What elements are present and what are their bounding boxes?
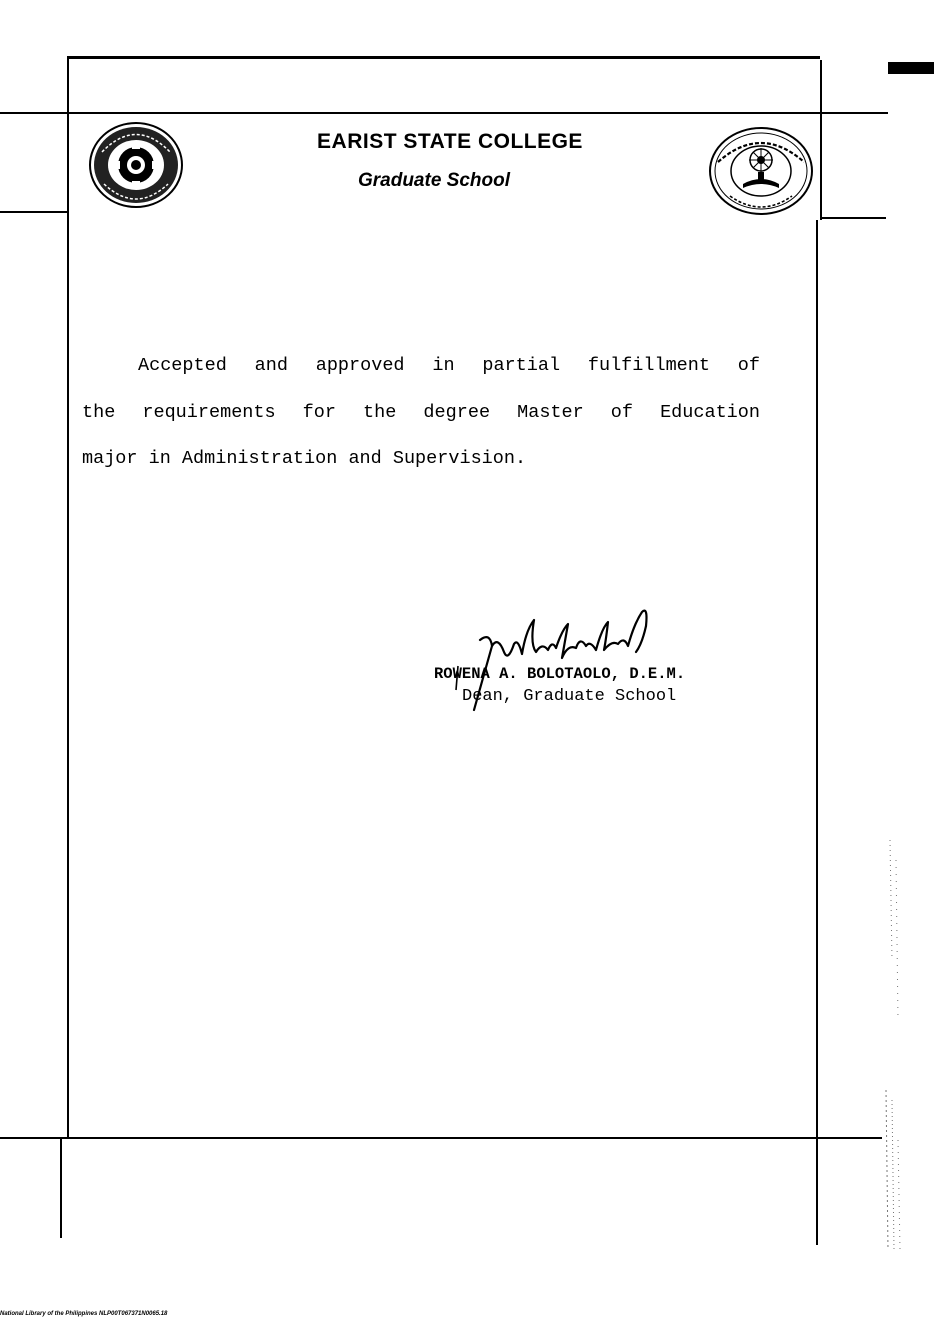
approval-text-line-2: the requirements for the degree Master of Education <box>82 402 760 423</box>
library-footer-stamp: National Library of the Philippines NLP00T067371N0065.18 <box>0 1311 168 1317</box>
right-margin-line-mid <box>816 220 818 1145</box>
graduate-school-subheading: Graduate School <box>357 170 511 191</box>
header-bottom-rule <box>0 211 68 213</box>
header-bottom-rule-right <box>820 217 886 219</box>
header-top-rule <box>0 112 888 114</box>
approval-text-line-3: major in Administration and Supervision. <box>82 448 527 469</box>
top-right-mark <box>888 62 934 74</box>
dean-name: ROWENA A. BOLOTAOLO, D.E.M. <box>434 665 686 683</box>
earist-seal-logo <box>88 122 184 208</box>
scan-noise <box>880 840 910 1260</box>
right-margin-line <box>820 60 822 220</box>
left-margin-line-lower <box>60 1138 62 1238</box>
top-border-line <box>68 56 820 59</box>
left-margin-line <box>67 56 69 1138</box>
right-margin-line-lower <box>816 1145 818 1245</box>
college-name-heading: EARIST STATE COLLEGE <box>317 130 583 153</box>
footer-rule <box>0 1137 882 1139</box>
graduate-school-seal-logo <box>708 126 814 216</box>
dean-title: Dean, Graduate School <box>462 687 677 706</box>
approval-text-line-1: Accepted and approved in partial fulfillment of <box>138 355 760 376</box>
